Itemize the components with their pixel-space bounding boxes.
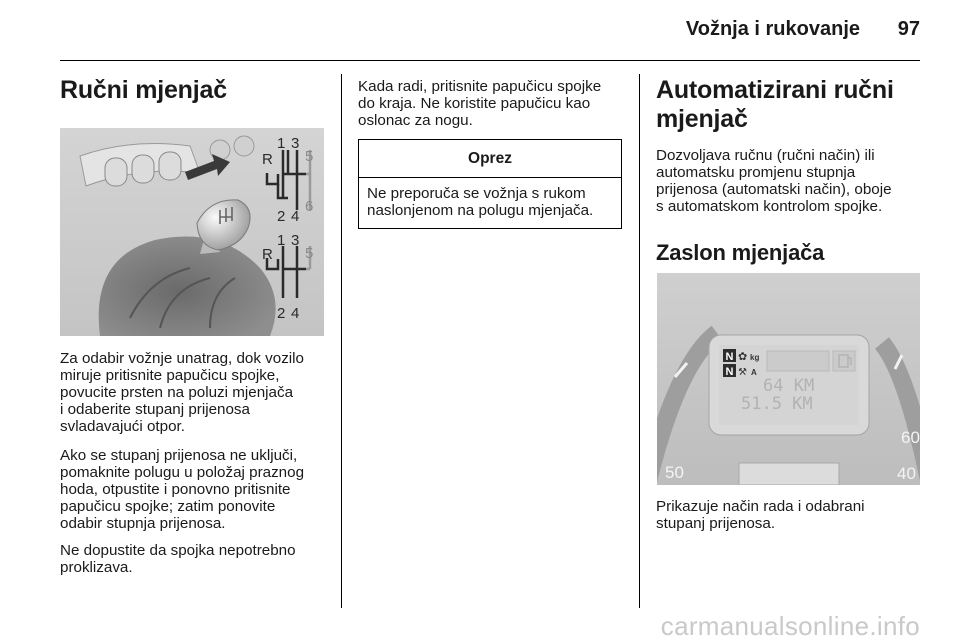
gate-label-3-bottom: 3 [291,232,300,249]
gate-label-6: 6 [305,198,314,215]
gate-label-2: 2 [277,208,286,225]
gate-label-5: 5 [305,148,314,165]
odometer-trip-1: 64 KM [763,376,815,396]
gear-flower-icon: ✿ [738,351,748,363]
column-divider-right [639,74,640,608]
watermark: carmanualsonline.info [660,611,920,641]
section-heading-automated-manual: Automatizirani ručni mjenjač [656,76,894,133]
dial-number-50: 50 [665,463,684,482]
dial-number-40: 40 [897,464,916,483]
paragraph-clutch-slip: Ne dopustite da spojka nepotrebno proklizava. [60,542,296,576]
gate-label-r-bottom: R [262,246,273,263]
gate-label-1: 1 [277,135,286,152]
display-caption: Prikazuje način rada i odabrani stupanj prijenosa. [656,498,865,532]
mode-indicator-n-top: N [725,351,734,363]
gate-label-1-bottom: 1 [277,232,286,249]
caution-box [358,139,622,229]
gate-label-3: 3 [291,135,300,152]
subheading-transmission-display: Zaslon mjenjača [656,240,825,265]
odometer-trip-2: 51.5 KM [741,394,813,414]
section-heading-manual-transmission: Ručni mjenjač [60,76,227,104]
tools-icon: ⚒ [738,367,747,378]
running-header-title: Vožnja i rukovanje [685,18,860,40]
unit-a: A [751,368,757,377]
gate-label-r: R [262,151,273,168]
paragraph-gear-not-engaged: Ako se stupanj prijenosa ne uključi, pomaknite polugu u položaj praznog hoda, otpustite i ponovno pritisnite papučicu spojke; zatim ponovite odabir stupnja prijenosa. [60,447,305,532]
gate-label-4-bottom: 4 [291,305,300,322]
page-number: 97 [897,18,920,40]
gate-label-2-bottom: 2 [277,305,286,322]
unit-kg: kg [750,353,760,362]
gate-label-5-bottom: 5 [305,245,314,262]
mode-indicator-n-bottom: N [725,366,734,378]
column-divider-left [341,74,342,608]
paragraph-reverse-gear: Za odabir vožnje unatrag, dok vozilo miruje pritisnite papučicu spojke, povucite prsten na poluzi mjenjača i odaberite stupanj prijenosa svladavajući otpor. [60,350,304,435]
caution-text: Ne preporuča se vožnja s rukom naslonjenom na polugu mjenjača. [367,185,594,219]
gate-label-4: 4 [291,208,300,225]
caution-title: Oprez [359,140,621,178]
gear-shift-illustration [60,128,324,336]
dial-number-60: 60 [901,428,920,447]
transmission-display-illustration [657,273,920,485]
paragraph-clutch-pedal: Kada radi, pritisnite papučicu spojke do kraja. Ne koristite papučicu kao oslonac za nogu. [358,78,602,129]
header-divider [60,60,920,61]
paragraph-automated-intro: Dozvoljava ručnu (ručni način) ili automatsku promjenu stupnja prijenosa (automatski način), oboje s automatskom kontrolom spojke. [656,147,892,215]
